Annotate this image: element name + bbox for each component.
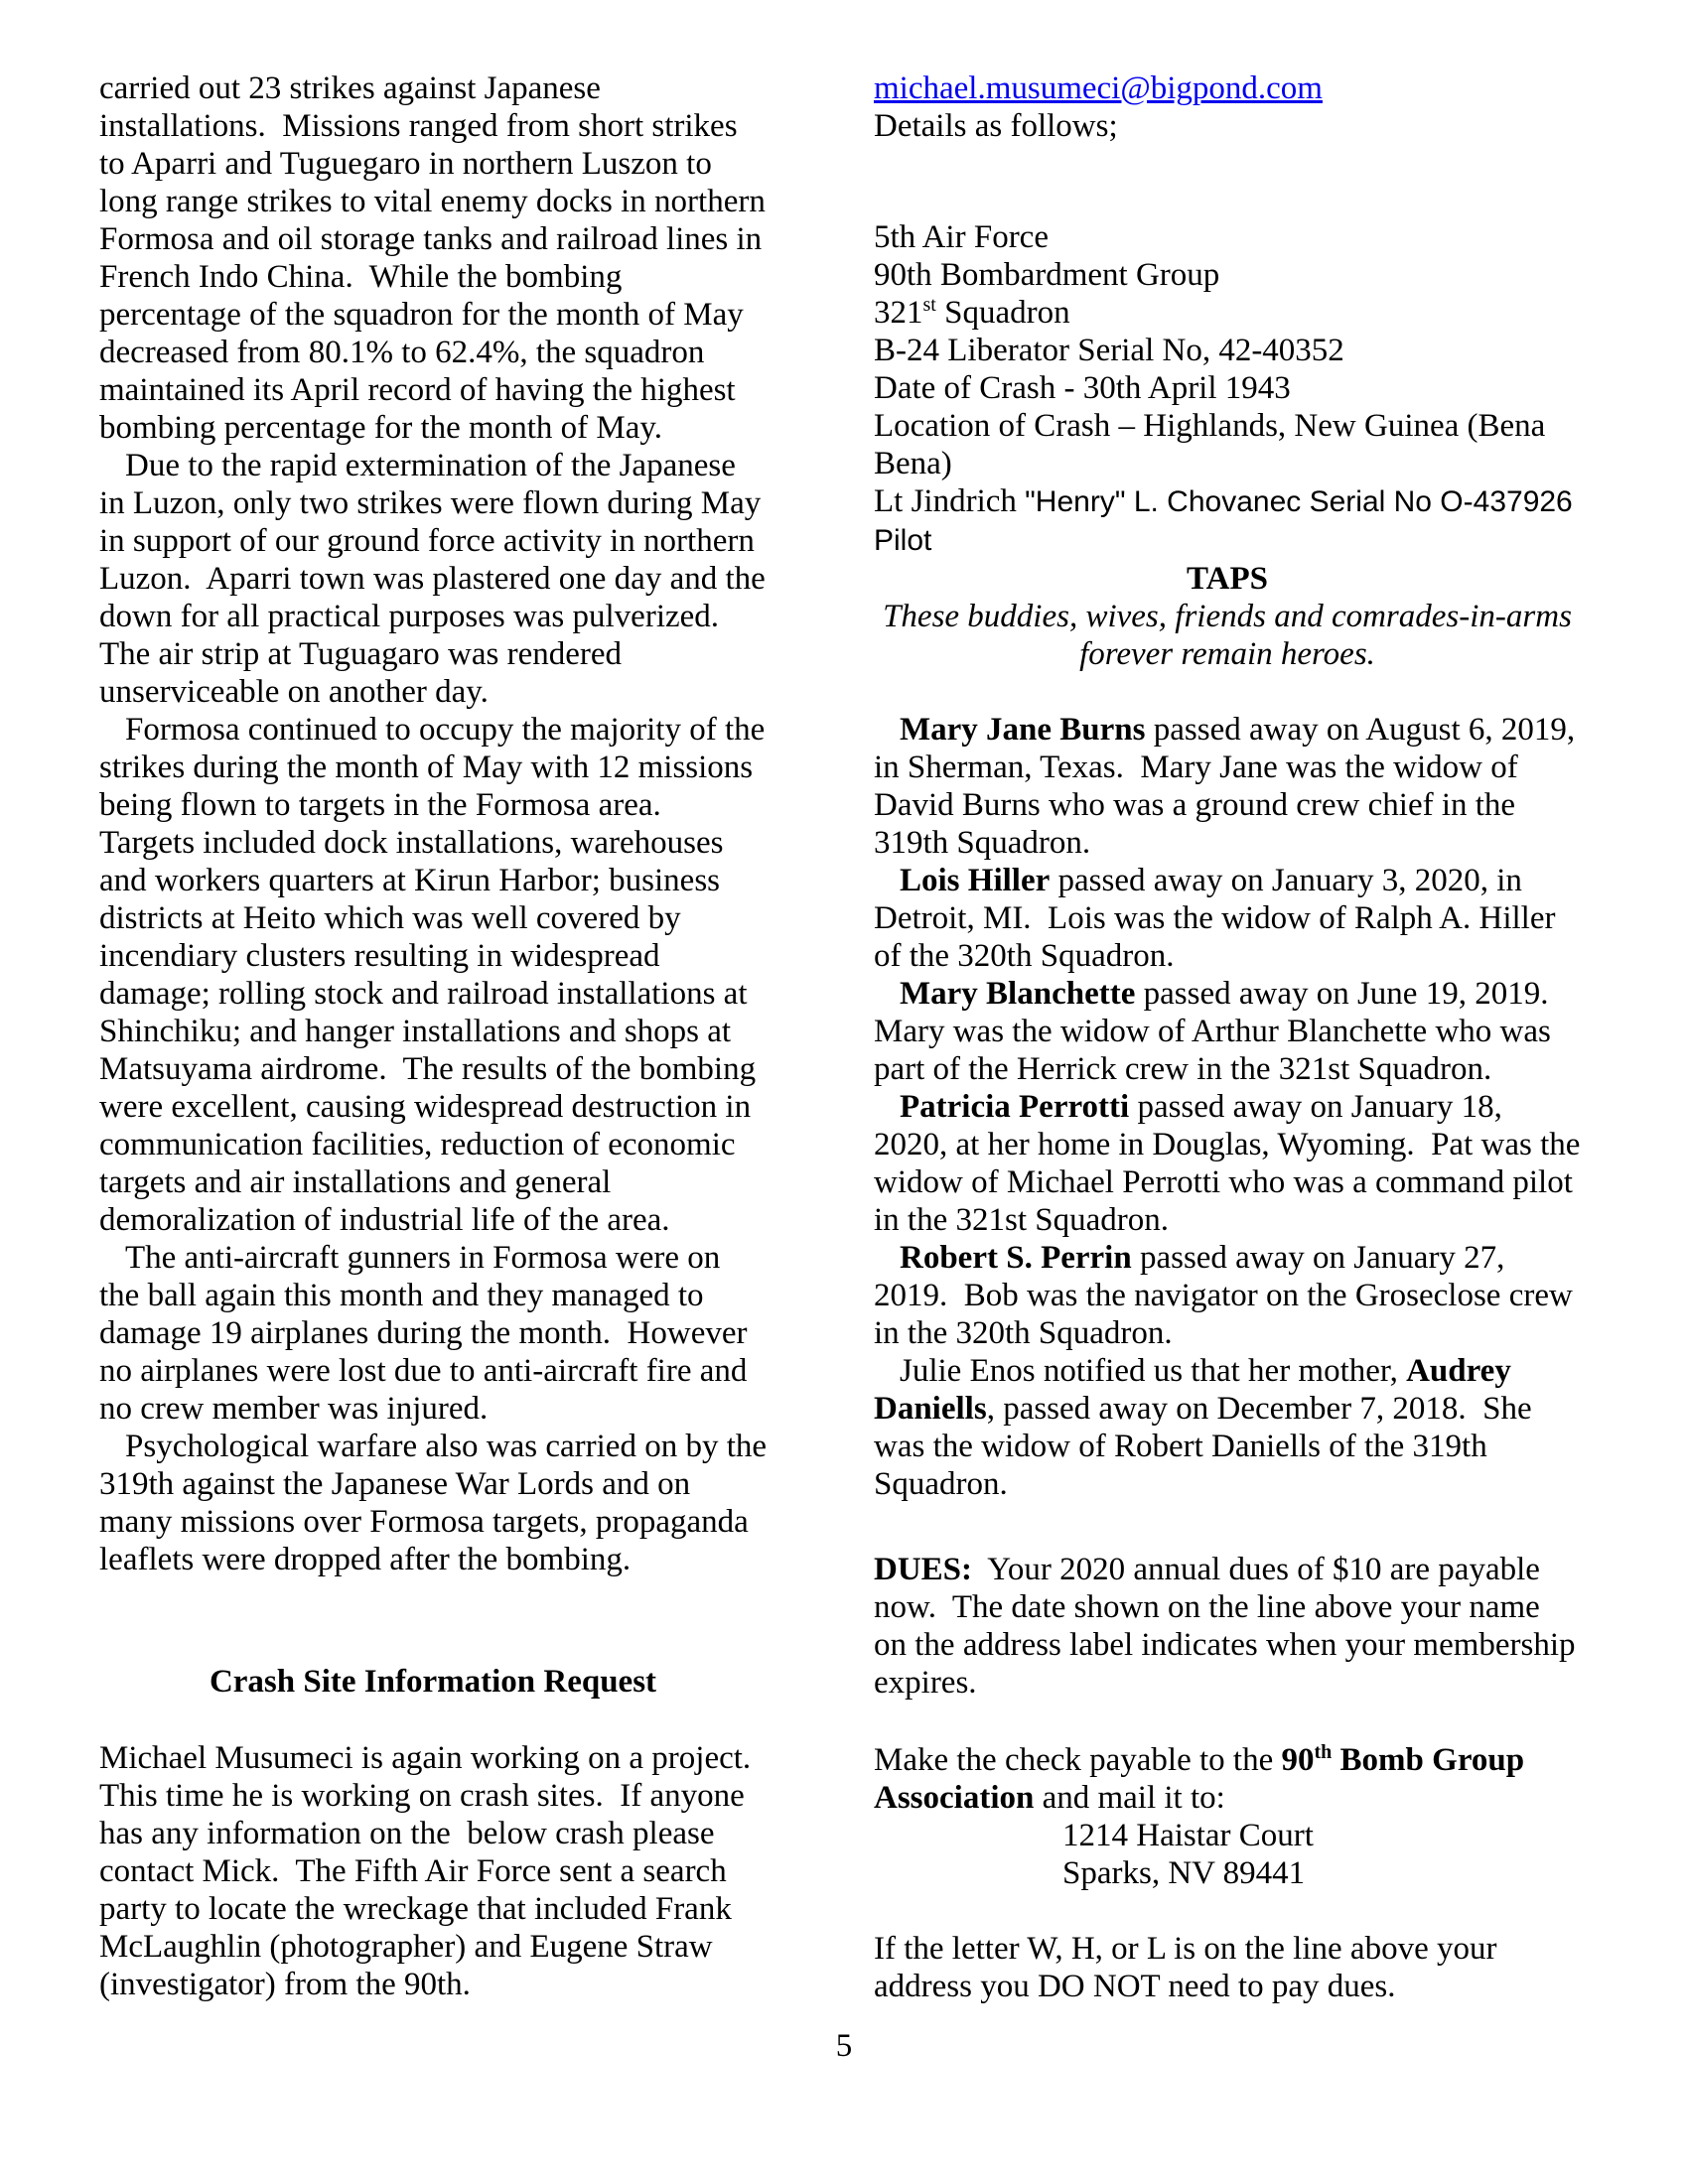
dues-text: Your 2020 annual dues of $10 are payable now. The date shown on the line above your name on the address label indicates when your membership expires. xyxy=(874,1552,1584,1701)
obituary-item xyxy=(874,975,1581,1088)
obituary-name: Patricia Perrotti xyxy=(900,1089,1130,1125)
pilot-line-serif: Lt Jindrich xyxy=(874,483,1026,519)
check-lead: Make the check payable to the xyxy=(874,1742,1282,1778)
squadron-word: Squadron xyxy=(935,295,1070,331)
mailing-address-line: Sparks, NV 89441 xyxy=(1062,1855,1306,1891)
body-paragraph: carried out 23 strikes against Japanese installations. Missions ranged from short strikes to Aparri and Tuguegaro in northern Luszon to long range strikes to vital enemy docks in northern Formosa and oil storage tanks and railroad lines in French Indo China. While the bombing percentage of the squadron for the month of May decreased from 80.1% to 62.4%, the squadron maintained its April record of having the highest bombing percentage for the month of May. xyxy=(99,70,774,446)
dues-exemption-note: If the letter W, H, or L is on the line above your address you DO NOT need to pay dues. xyxy=(874,1931,1505,2004)
obituary-name: Robert S. Perrin xyxy=(900,1240,1132,1276)
obituary-item xyxy=(874,1088,1589,1239)
check-tail: and mail it to: xyxy=(1034,1780,1225,1816)
body-paragraph: Michael Musumeci is again working on a project. This time he is working on crash sites. If anyone has any information on the below crash please contact Mick. The Fifth Air Force sent a search party to locate the wreckage that included Frank McLaughlin (photographer) and Eugene Straw (investigator) from the 90th. xyxy=(99,1740,759,2002)
obituary-name: Lois Hiller xyxy=(900,863,1051,898)
crash-detail-line: Date of Crash - 30th April 1943 xyxy=(874,370,1291,406)
obituaries-block xyxy=(874,711,1589,1503)
squadron-number: 321 xyxy=(874,295,923,331)
obituary-item xyxy=(874,711,1584,862)
obituary-name: Mary Blanchette xyxy=(900,976,1136,1012)
taps-epigraph: These buddies, wives, friends and comrades-in-arms forever remain heroes. xyxy=(883,599,1581,672)
crash-detail-line: Location of Crash – Highlands, New Guinea (Bena Bena) xyxy=(874,408,1554,481)
body-paragraph: The anti-aircraft gunners in Formosa were on the ball again this month and they managed to damage 19 airplanes during the month. However no airplanes were lost due to anti-aircraft fire and no crew member was injured. xyxy=(99,1240,756,1427)
left-column xyxy=(99,69,775,2003)
crash-site-heading: Crash Site Information Request xyxy=(209,1664,657,1700)
obituary-text: passed away on January 3, 2020, in Detroit, MI. Lois was the widow of Ralph A. Hiller of the 320th Squadron. xyxy=(874,863,1564,974)
squadron-superscript: st xyxy=(922,294,936,316)
association-superscript: th xyxy=(1314,1741,1333,1763)
crash-detail-line: 5th Air Force xyxy=(874,219,1049,255)
right-column xyxy=(874,69,1598,2005)
obituary-text: passed away on August 6, 2019, in Sherman, Texas. Mary Jane was the widow of David Burns who was a ground crew chief in the 319th Squadron. xyxy=(874,712,1584,861)
body-paragraph: Formosa continued to occupy the majority of the strikes during the month of May with 12 missions being flown to targets in the Formosa area. Targets included dock installations, warehouses and workers quarters at Kirun Harbor; business districts at Heito which was well covered by incendiary clusters resulting in widespread damage; rolling stock and railroad installations at Shinchiku; and hanger installations and shops at Matsuyama airdrome. The results of the bombing were excellent, causing widespread destruction in communication facilities, reduction of economic targets and air installations and general demoralization of industrial life of the area. xyxy=(99,712,774,1238)
obituary-text: passed away on June 19, 2019. Mary was the widow of Arthur Blanchette who was part of the Herrick crew in the 321st Squadron. xyxy=(874,976,1560,1087)
crash-detail-line-squadron xyxy=(874,294,1581,332)
body-paragraph: Psychological warfare also was carried on by the 319th against the Japanese War Lords and on many missions over Formosa targets, propaganda leaflets were dropped after the bombing. xyxy=(99,1429,775,1577)
dues-label: DUES: xyxy=(874,1552,973,1587)
mailing-address-line: 1214 Haistar Court xyxy=(1062,1818,1314,1853)
details-intro-line: Details as follows; xyxy=(874,108,1118,144)
page-number: 5 xyxy=(835,2028,853,2064)
obituary-text: , passed away on December 7, 2018. She was the widow of Robert Daniells of the 319th Squadron. xyxy=(874,1391,1540,1502)
dues-paragraph xyxy=(874,1551,1584,1702)
check-block xyxy=(874,1741,1581,1892)
email-link[interactable]: michael.musumeci@bigpond.com xyxy=(874,70,1323,106)
email-line xyxy=(874,69,1581,107)
obituary-item xyxy=(874,1352,1581,1503)
crash-detail-line: 90th Bombardment Group xyxy=(874,257,1220,293)
obituary-name: Audrey Daniells xyxy=(874,1353,1520,1427)
pilot-line xyxy=(874,482,1598,560)
crash-detail-line: B-24 Liberator Serial No, 42-40352 xyxy=(874,333,1344,368)
obituary-item xyxy=(874,862,1581,975)
body-paragraph: Due to the rapid extermination of the Japanese in Luzon, only two strikes were flown during May in support of our ground force activity in northern Luzon. Aparri town was plastered one day and the down for all practical purposes was pulverized. The air strip at Tuguagaro was rendered unserviceable on another day. xyxy=(99,448,774,710)
obituary-name: Mary Jane Burns xyxy=(900,712,1146,748)
obituary-item xyxy=(874,1239,1581,1352)
check-paragraph xyxy=(874,1741,1581,1817)
crash-details-block xyxy=(874,218,1598,560)
taps-heading: TAPS xyxy=(1187,561,1268,597)
obituary-text: Julie Enos notified us that her mother, xyxy=(900,1353,1407,1389)
association-name: 90th Bomb Group Association xyxy=(874,1741,1531,1816)
obituary-text: passed away on January 27, 2019. Bob was the navigator on the Groseclose crew in the 320th Squadron. xyxy=(874,1240,1582,1351)
obituary-text: passed away on January 18, 2020, at her home in Douglas, Wyoming. Pat was the widow of Michael Perrotti who was a command pilot in the 321st Squadron. xyxy=(874,1089,1589,1238)
pilot-line-sans: "Henry" L. Chovanec Serial No O-437926 Pilot xyxy=(874,485,1598,557)
